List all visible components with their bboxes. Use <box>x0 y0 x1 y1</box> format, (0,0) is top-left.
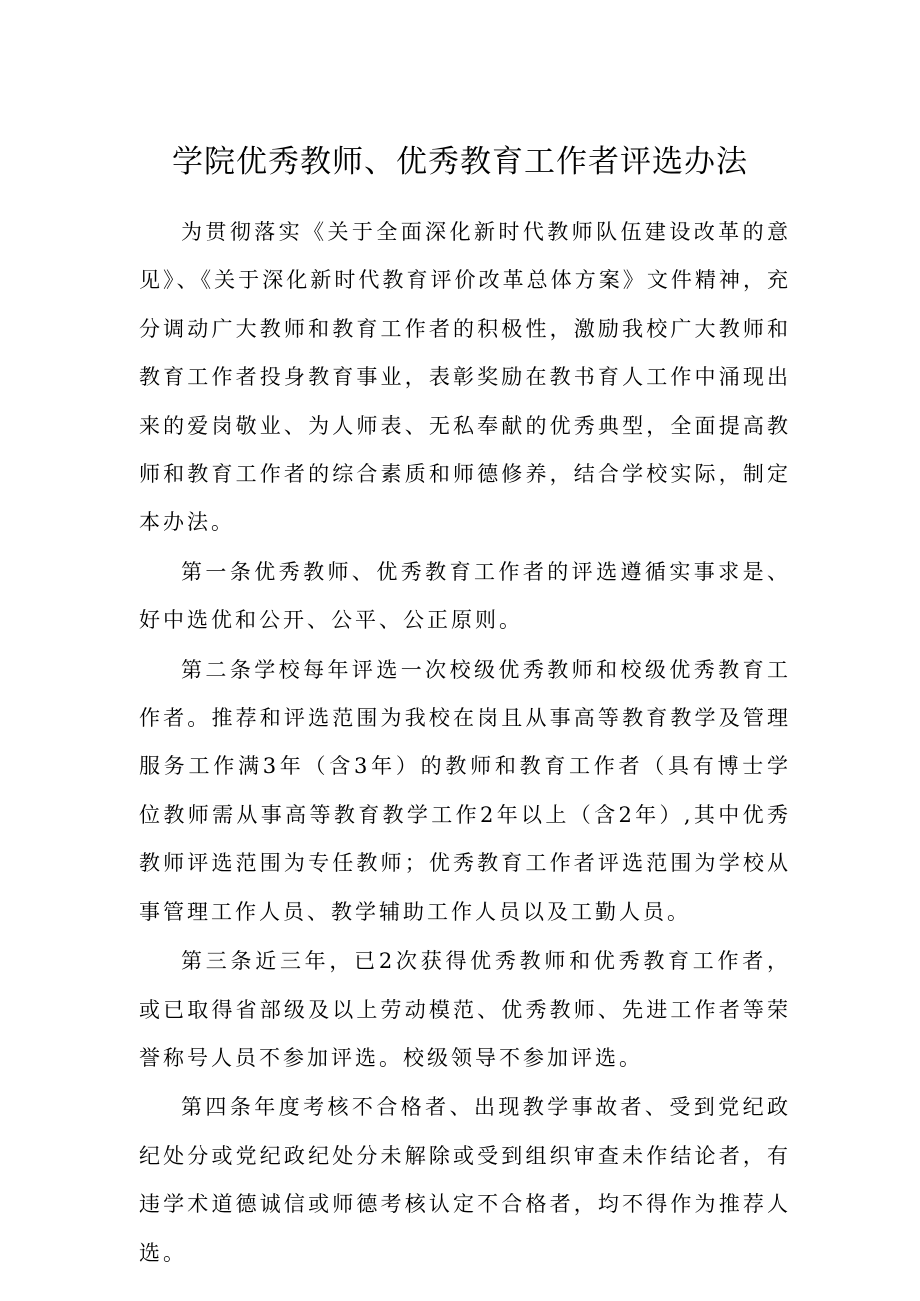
paragraph-article-2: 第二条学校每年评选一次校级优秀教师和校级优秀教育工作者。推荐和评选范围为我校在岗且从事高等教育教学及管理服务工作满3年（含3年）的教师和教育工作者（具有博士学位教师需从事高等教育教学工作2年以上（含2年）,其中优秀教师评选范围为专任教师；优秀教育工作者评选范围为学校从事管理工作人员、教学辅助工作人员以及工勤人员。 <box>139 657 791 924</box>
document-body <box>139 208 791 1278</box>
paragraph-preamble: 为贯彻落实《关于全面深化新时代教师队伍建设改革的意见》、《关于深化新时代教育评价改革总体方案》文件精神，充分调动广大教师和教育工作者的积极性，激励我校广大教师和教育工作者投身教育事业，表彰奖励在教书育人工作中涌现出来的爱岗敬业、为人师表、无私奉献的优秀典型，全面提高教师和教育工作者的综合素质和师德修养，结合学校实际，制定本办法。 <box>139 220 791 535</box>
paragraph-article-1: 第一条优秀教师、优秀教育工作者的评选遵循实事求是、好中选优和公开、公平、公正原则。 <box>139 559 791 633</box>
document-title: 学院优秀教师、优秀教育工作者评选办法 <box>172 144 748 180</box>
paragraph-article-4: 第四条年度考核不合格者、出现教学事故者、受到党纪政纪处分或党纪政纪处分未解除或受到组织审查未作结论者，有违学术道德诚信或师德考核认定不合格者，均不得作为推荐人选。 <box>139 1095 791 1265</box>
paragraph-article-3: 第三条近三年，已2次获得优秀教师和优秀教育工作者，或已取得省部级及以上劳动模范、优秀教师、先进工作者等荣誉称号人员不参加评选。校级领导不参加评选。 <box>139 949 791 1070</box>
